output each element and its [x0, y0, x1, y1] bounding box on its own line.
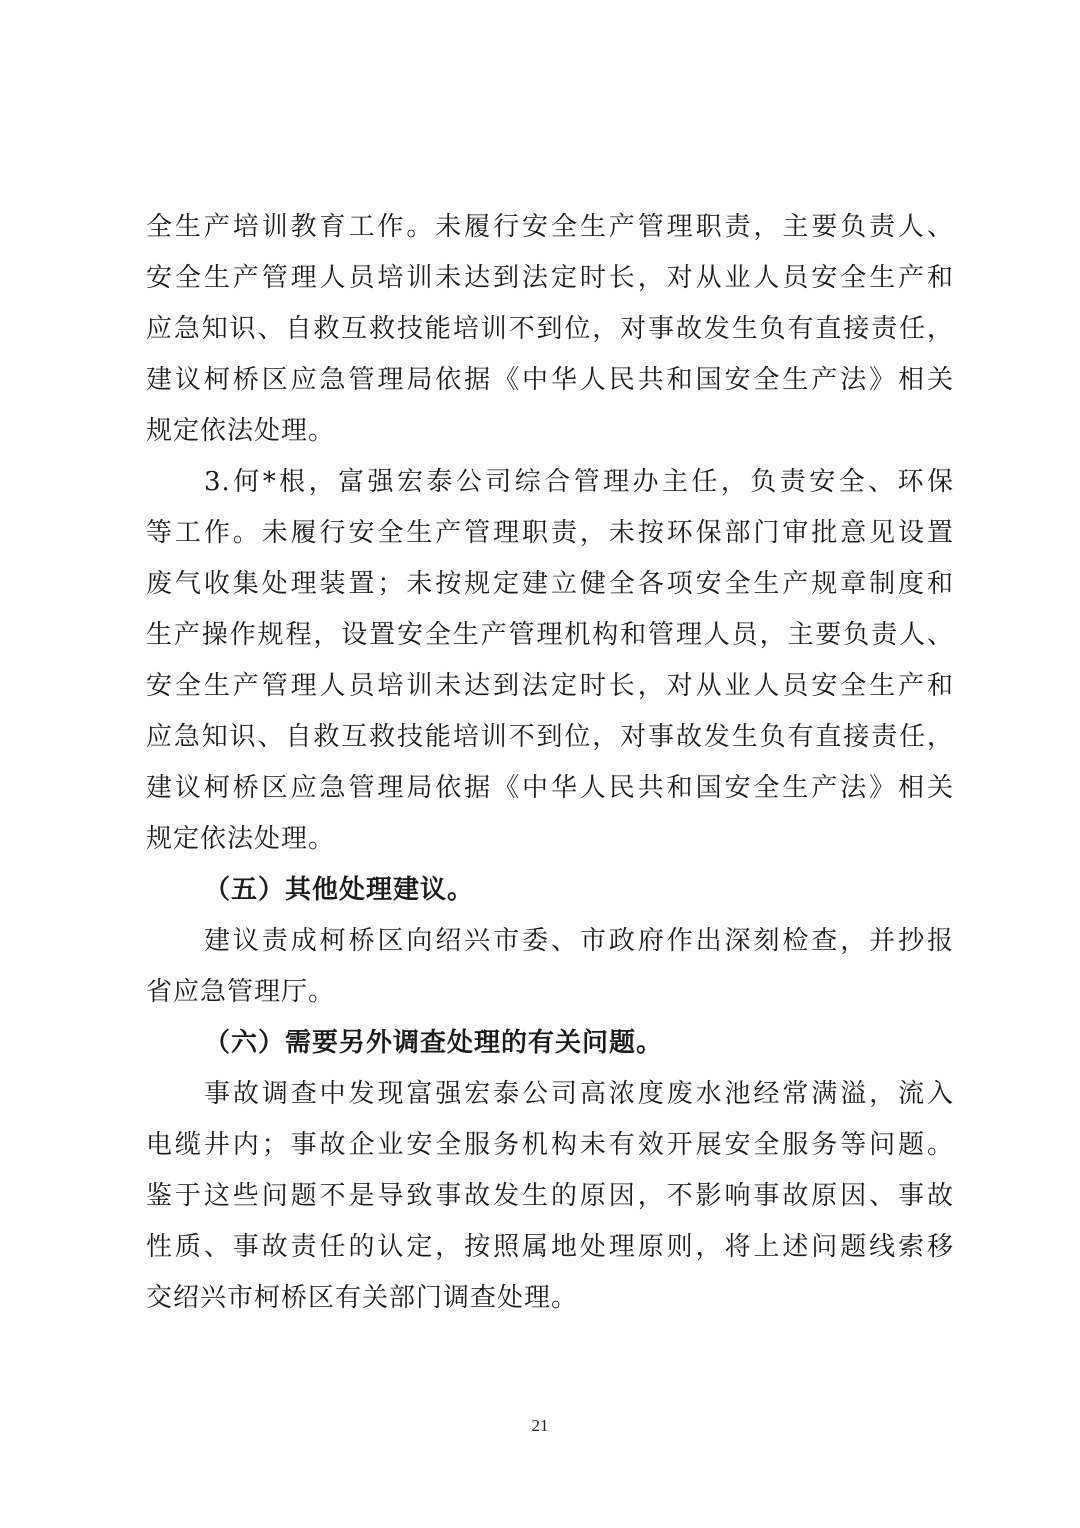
text-line: 电缆井内；事故企业安全服务机构未有效开展安全服务等问题。: [146, 1130, 954, 1160]
page-number: 21: [531, 1416, 549, 1435]
section-heading: （六）需要另外调查处理的有关问题。: [204, 1028, 664, 1058]
text-line: 建议柯桥区应急管理局依据《中华人民共和国安全生产法》相关: [146, 773, 954, 803]
text-line: 3.何*根，富强宏泰公司综合管理办主任，负责安全、环保: [204, 467, 954, 497]
text-line: 规定依法处理。: [146, 416, 336, 446]
text-line: 省应急管理厅。: [146, 977, 336, 1007]
text-line: 安全生产管理人员培训未达到法定时长，对从业人员安全生产和: [146, 671, 954, 701]
text-line: 废气收集处理装置；未按规定建立健全各项安全生产规章制度和: [146, 569, 954, 599]
text-line: 等工作。未履行安全生产管理职责，未按环保部门审批意见设置: [146, 518, 954, 548]
text-line: 性质、事故责任的认定，按照属地处理原则，将上述问题线索移: [146, 1232, 954, 1262]
section-heading: （五）其他处理建议。: [204, 875, 475, 905]
text-line: 应急知识、自救互救技能培训不到位，对事故发生负有直接责任，: [146, 722, 954, 752]
text-line: 建议柯桥区应急管理局依据《中华人民共和国安全生产法》相关: [146, 365, 954, 395]
text-line: 建议责成柯桥区向绍兴市委、市政府作出深刻检查，并抄报: [204, 926, 954, 956]
document-body: [146, 202, 954, 1324]
text-line: 全生产培训教育工作。未履行安全生产管理职责，主要负责人、: [146, 212, 954, 242]
text-line: 安全生产管理人员培训未达到法定时长，对从业人员安全生产和: [146, 263, 954, 293]
text-line: 应急知识、自救互救技能培训不到位，对事故发生负有直接责任，: [146, 314, 954, 344]
text-line: 事故调查中发现富强宏泰公司高浓度废水池经常满溢，流入: [204, 1079, 954, 1109]
text-line: 交绍兴市柯桥区有关部门调查处理。: [146, 1283, 579, 1313]
text-line: 鉴于这些问题不是导致事故发生的原因，不影响事故原因、事故: [146, 1181, 954, 1211]
text-line: 生产操作规程，设置安全生产管理机构和管理人员，主要负责人、: [146, 620, 954, 650]
text-line: 规定依法处理。: [146, 824, 336, 854]
